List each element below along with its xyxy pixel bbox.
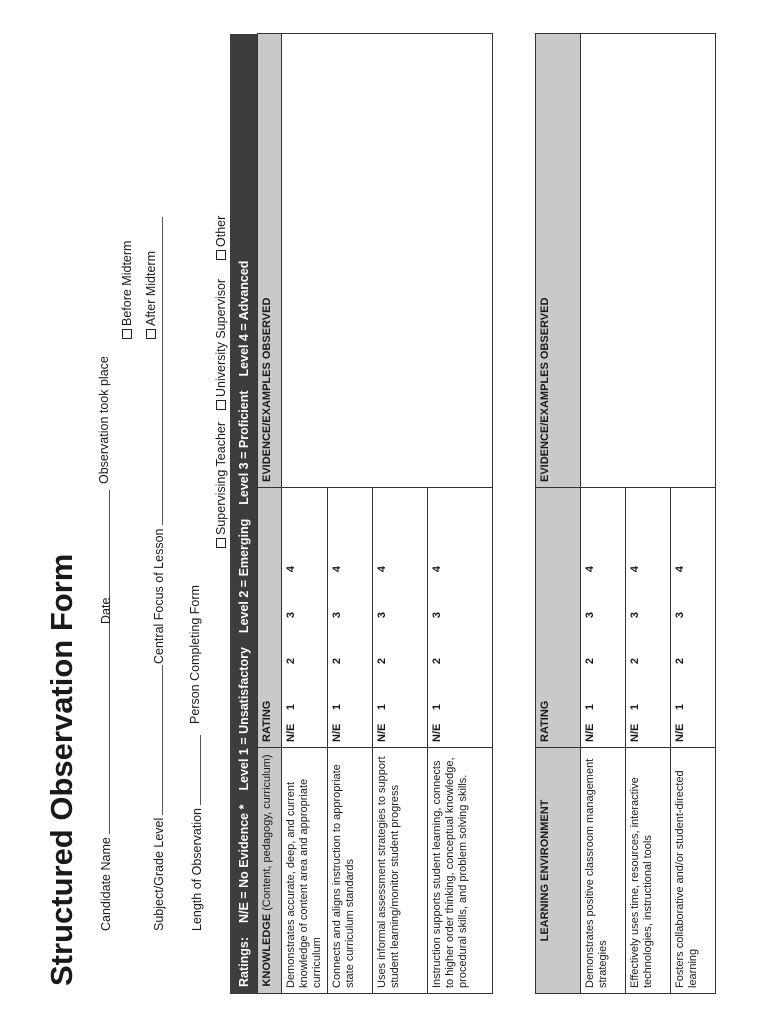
rating-scale[interactable]: N/E1234 [428, 488, 493, 748]
rating-header: RATING [258, 488, 282, 748]
evidence-box[interactable] [282, 34, 493, 488]
observation-place-field[interactable] [97, 356, 111, 484]
rating-scale[interactable]: N/E1234 [671, 488, 716, 748]
knowledge-header: KNOWLEDGE (Content, pedagogy, curriculum) [258, 748, 282, 994]
rating-scale[interactable]: N/E1234 [328, 488, 373, 748]
rating-level1-legend: Level 1 = Unsatisfactory [236, 647, 251, 791]
knowledge-header-row [258, 34, 282, 994]
evidence-box[interactable] [581, 34, 716, 488]
table-row [282, 34, 328, 994]
candidate-name-label: Candidate Name [99, 837, 113, 931]
criterion-text: Effectively uses time, resources, interactive technologies, instructional tools [626, 748, 671, 994]
person-field[interactable] [188, 585, 202, 724]
learning-environment-header: LEARNING ENVIRONMENT [536, 748, 581, 994]
university-supervisor-label: University Supervisor [214, 278, 228, 397]
rating-scale[interactable]: N/E1234 [626, 488, 671, 748]
candidate-name-field[interactable] [97, 594, 113, 931]
observation-place-label: Observation took place [97, 356, 111, 484]
evidence-header: EVIDENCE/EXAMPLES OBSERVED [536, 34, 581, 488]
before-midterm-label: Before Midterm [120, 240, 134, 326]
ratings-legend-bar [230, 34, 257, 994]
length-field[interactable] [188, 735, 204, 931]
rating-level2-legend: Level 2 = Emerging [236, 518, 251, 634]
central-focus-label: Central Focus of Lesson [152, 528, 166, 664]
criterion-text: Uses informal assessment strategies to support student learning/monitor student progress [373, 748, 428, 994]
learning-environment-header-row [536, 34, 581, 994]
date-field[interactable] [97, 490, 113, 624]
after-midterm-label: After Midterm [144, 250, 158, 326]
criterion-text: Demonstrates positive classroom management strategies [581, 748, 626, 994]
criterion-text: Fosters collaborative and/or student-directed learning [671, 748, 716, 994]
rating-scale[interactable]: N/E1234 [373, 488, 428, 748]
criterion-text: Instruction supports student learning, connects to higher order thinking, conceptual knowledge, procedural skills, and problem solving skills. [428, 748, 493, 994]
checkbox-icon [216, 400, 226, 410]
subject-grade-field[interactable] [150, 665, 166, 931]
other-label: Other [214, 215, 228, 247]
rating-level3-legend: Level 3 = Proficient [236, 390, 251, 505]
form-title: Structured Observation Form [44, 553, 79, 986]
university-supervisor-checkbox[interactable] [214, 279, 228, 410]
learning-environment-table [535, 33, 716, 994]
other-checkbox[interactable] [214, 216, 228, 260]
rating-scale[interactable]: N/E1234 [581, 488, 626, 748]
checkbox-icon [216, 538, 226, 548]
date-label: Date [99, 597, 113, 624]
table-row [581, 34, 626, 994]
length-label: Length of Observation [190, 808, 204, 931]
knowledge-table [257, 33, 493, 994]
rating-ne-legend: N/E = No Evidence * [236, 804, 251, 923]
person-label: Person Completing Form [188, 585, 202, 724]
ratings-label: Ratings: [236, 937, 251, 987]
checkbox-icon [122, 329, 132, 339]
criterion-text: Connects and aligns instruction to appropriate state curriculum standards [328, 748, 373, 994]
criterion-text: Demonstrates accurate, deep, and current knowledge of content area and appropriate curriculum [282, 748, 328, 994]
rating-level4-legend: Level 4 = Advanced [236, 260, 251, 377]
before-midterm-checkbox[interactable] [120, 241, 134, 339]
evidence-header: EVIDENCE/EXAMPLES OBSERVED [258, 34, 282, 488]
central-focus-field[interactable] [150, 218, 166, 665]
rating-scale[interactable]: N/E1234 [282, 488, 328, 748]
checkbox-icon [216, 250, 226, 260]
supervising-teacher-label: Supervising Teacher [214, 421, 228, 535]
supervising-teacher-checkbox[interactable] [214, 422, 228, 548]
rating-header: RATING [536, 488, 581, 748]
subject-grade-label: Subject/Grade Level [152, 817, 166, 931]
